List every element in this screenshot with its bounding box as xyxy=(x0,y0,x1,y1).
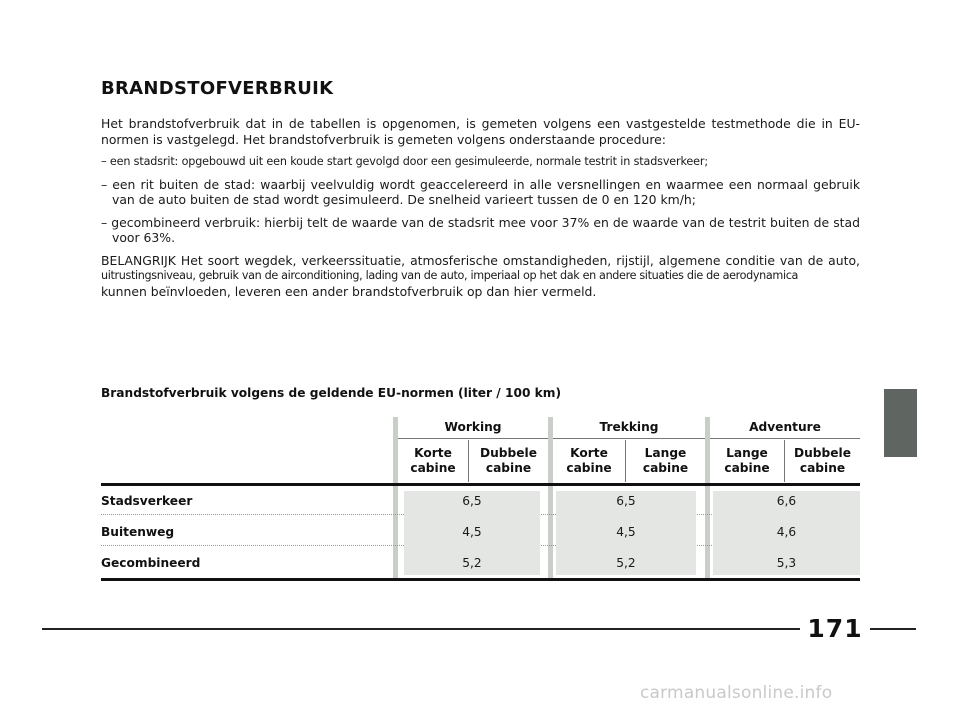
table-cell: 4,6 xyxy=(776,525,797,539)
subheader-line: Korte xyxy=(570,446,608,460)
subheader-trekking-korte xyxy=(553,446,625,476)
group-header-working: Working xyxy=(444,420,502,434)
section-tab-marker xyxy=(884,389,917,457)
row-label-gecombineerd: Gecombineerd xyxy=(101,556,201,570)
bullet-extra-urban: – een rit buiten de stad: waarbij veelvuldig wordt geaccelereerd in alle versnellingen en waarmee een normaal gebruik van de auto buiten de stad wordt gesimuleerd. De snelheid varieert tussen de 0 en 120 km/h; xyxy=(101,176,860,207)
subheader-line: cabine xyxy=(724,461,770,475)
column-separator xyxy=(705,417,710,581)
subheader-working-dubbele xyxy=(469,446,548,476)
table-header-rule xyxy=(101,483,860,486)
consumption-table xyxy=(101,414,860,584)
footer-rule-right xyxy=(870,628,916,630)
important-line-1: BELANGRIJK Het soort wegdek, verkeerssituatie, atmosferische omstandigheden, rijstijl, algemene conditie van de auto, xyxy=(101,252,860,268)
bullet-combined: – gecombineerd verbruik: hierbij telt de waarde van de stadsrit mee voor 37% en de waarde van de testrit buiten de stad voor 63%. xyxy=(101,214,860,245)
subheader-adventure-dubbele xyxy=(785,446,860,476)
footer-rule-left xyxy=(42,628,800,630)
table-cell: 6,5 xyxy=(616,494,636,508)
subheader-line: cabine xyxy=(642,461,689,475)
table-cell: 5,3 xyxy=(776,556,797,570)
subheader-adventure-lange xyxy=(710,446,784,476)
subheader-line: cabine xyxy=(410,461,456,475)
table-cell: 5,2 xyxy=(616,556,636,570)
page-number: 171 xyxy=(807,614,863,643)
important-line-3: kunnen beïnvloeden, leveren een ander brandstofverbruik op dan hier vermeld. xyxy=(101,283,597,299)
important-line-2: uitrustingsniveau, gebruik van de airconditioning, lading van de auto, imperiaal op het dak en andere situaties die de aerodynamica xyxy=(101,269,799,282)
subheader-line: cabine xyxy=(485,461,532,475)
group-header-trekking: Trekking xyxy=(599,420,659,434)
subheader-line: Lange xyxy=(726,446,768,460)
subheader-line: cabine xyxy=(799,461,846,475)
table-cell: 4,5 xyxy=(616,525,636,539)
subheader-line: Dubbele xyxy=(480,446,537,460)
bullet-city: – een stadsrit: opgebouwd uit een koude start gevolgd door een gesimuleerde, normale testrit in stadsverkeer; xyxy=(101,155,708,168)
table-bottom-rule xyxy=(101,578,860,581)
intro-paragraph: Het brandstofverbruik dat in de tabellen is opgenomen, is gemeten volgens een vastgestelde testmethode die in EU-normen is vastgelegd. Het brandstofverbruik is gemeten volgens onderstaande procedure: xyxy=(101,116,860,147)
subheader-line: Korte xyxy=(414,446,452,460)
table-cell: 5,2 xyxy=(462,556,482,570)
watermark: carmanualsonline.info xyxy=(640,683,833,703)
table-cell: 6,5 xyxy=(462,494,482,508)
important-note xyxy=(101,253,860,300)
row-label-stadsverkeer: Stadsverkeer xyxy=(101,494,193,508)
column-separator xyxy=(393,417,398,581)
table-cell: 4,5 xyxy=(462,525,482,539)
subheader-line: Lange xyxy=(644,446,687,460)
header-underline xyxy=(553,438,705,439)
subheader-working-korte xyxy=(398,446,468,476)
intro-section xyxy=(101,116,860,306)
subheader-trekking-lange xyxy=(626,446,705,476)
subheader-line: Dubbele xyxy=(794,446,851,460)
subheader-line: cabine xyxy=(566,461,612,475)
table-caption: Brandstofverbruik volgens de geldende EU-normen (liter / 100 km) xyxy=(101,386,562,400)
header-underline xyxy=(398,438,548,439)
header-underline xyxy=(710,438,860,439)
group-header-adventure: Adventure xyxy=(749,420,821,434)
column-separator xyxy=(548,417,553,581)
table-cell: 6,6 xyxy=(776,494,797,508)
page-title: BRANDSTOFVERBRUIK xyxy=(101,78,334,99)
row-label-buitenweg: Buitenweg xyxy=(101,525,175,539)
